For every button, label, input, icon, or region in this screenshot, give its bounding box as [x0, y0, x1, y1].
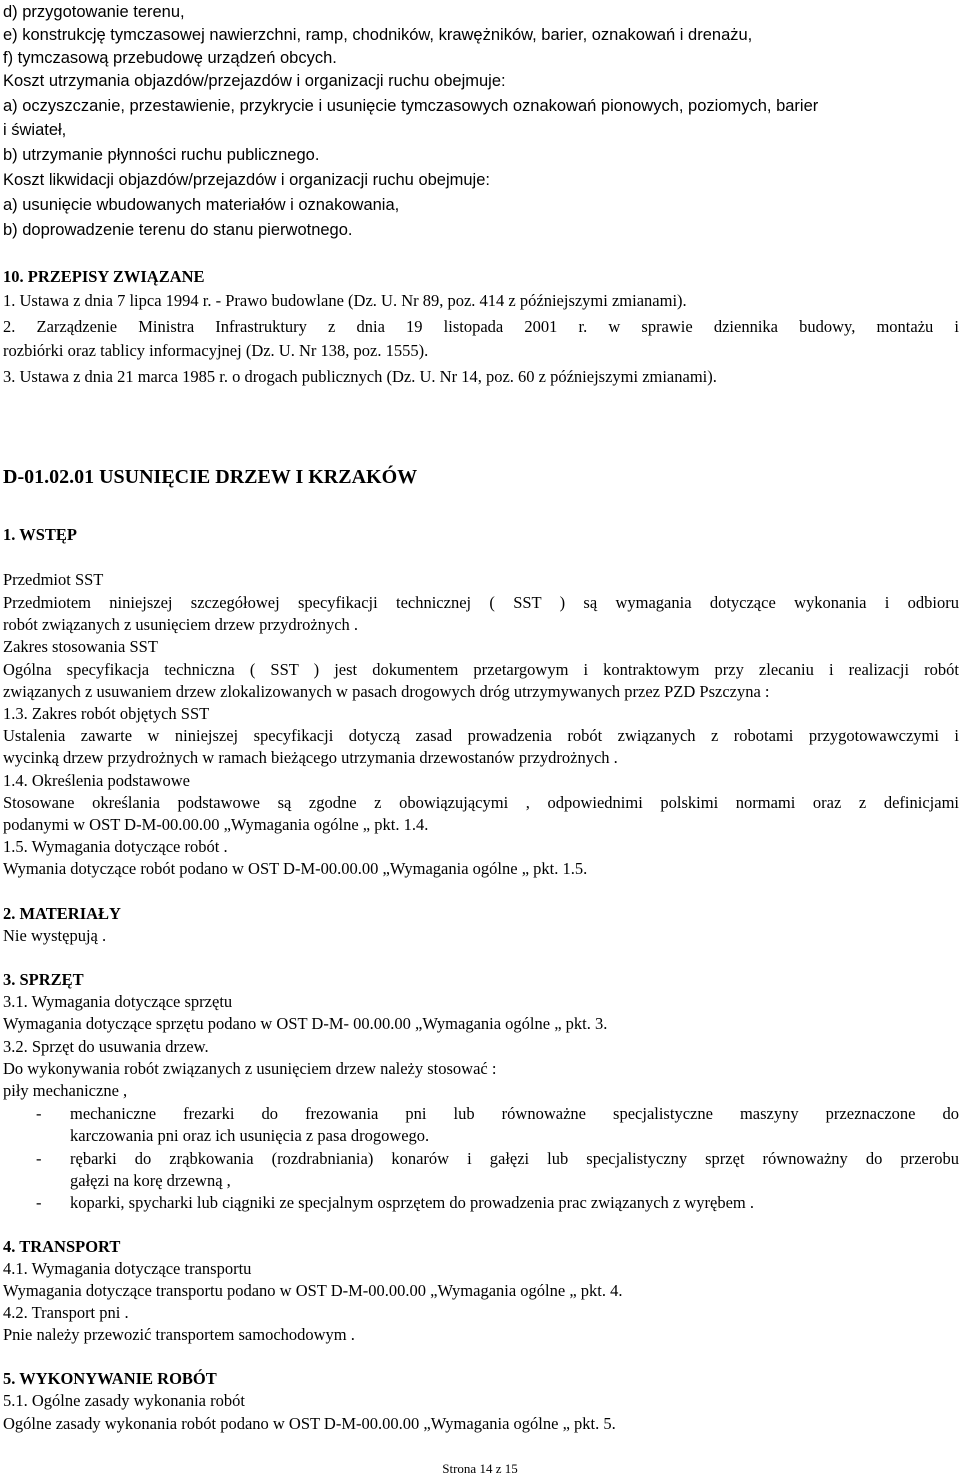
- list-bullet: -: [36, 1104, 42, 1123]
- paragraph-line: Przedmiotem niniejszej szczegółowej specyfikacji technicznej ( SST ) są wymagania dotyczące wykonania i odbioru: [3, 593, 959, 612]
- paragraph-line: Pnie należy przewozić transportem samochodowym .: [3, 1325, 355, 1344]
- list-item: b) utrzymanie płynności ruchu publicznego.: [3, 146, 320, 164]
- paragraph-intro: Koszt likwidacji objazdów/przejazdów i organizacji ruchu obejmuje:: [3, 171, 490, 189]
- list-bullet: -: [36, 1149, 42, 1168]
- subsection-label: Przedmiot SST: [3, 570, 104, 589]
- list-item: mechaniczne frezarki do frezowania pni lub równoważne specjalistyczne maszyny przeznaczone do: [70, 1104, 959, 1123]
- paragraph-line: podanymi w OST D-M-00.00.00 „Wymagania ogólne „ pkt. 1.4.: [3, 815, 429, 834]
- section-heading: 2. MATERIAŁY: [3, 904, 121, 923]
- subsection-label: 4.2. Transport pni .: [3, 1303, 129, 1322]
- list-item: d) przygotowanie terenu,: [3, 3, 185, 21]
- paragraph-intro: Koszt utrzymania objazdów/przejazdów i organizacji ruchu obejmuje:: [3, 72, 506, 90]
- paragraph-line: Wymania dotyczące robót podano w OST D-M-00.00.00 „Wymagania ogólne „ pkt. 1.5.: [3, 859, 588, 878]
- list-item: a) oczyszczanie, przestawienie, przykrycie i usunięcie tymczasowych oznakowań pionowych, poziomych, barier: [3, 97, 819, 115]
- list-item: rębarki do zrąbkowania (rozdrabniania) konarów i gałęzi lub specjalistyczny sprzęt równoważny do przerobu: [70, 1149, 959, 1168]
- section-heading: 1. WSTĘP: [3, 525, 77, 544]
- list-item: 2. Zarządzenie Ministra Infrastruktury z dnia 19 listopada 2001 r. w sprawie dziennika budowy, montażu i: [3, 317, 959, 336]
- list-item: b) doprowadzenie terenu do stanu pierwotnego.: [3, 221, 353, 239]
- list-item: koparki, spycharki lub ciągniki ze specjalnym osprzętem do prowadzenia prac związanych z wyrębem .: [70, 1193, 755, 1212]
- list-item: 3. Ustawa z dnia 21 marca 1985 r. o drogach publicznych (Dz. U. Nr 14, poz. 60 z późniejszymi zmianami).: [3, 367, 717, 386]
- paragraph-line: związanych z usuwaniem drzew zlokalizowanych w pasach drogowych dróg utrzymywanych przez PZD Pszczyna :: [3, 682, 770, 701]
- document-title: D-01.02.01 USUNIĘCIE DRZEW I KRZAKÓW: [3, 466, 418, 488]
- section-heading: 10. PRZEPISY ZWIĄZANE: [3, 267, 205, 286]
- subsection-label: Zakres stosowania SST: [3, 637, 158, 656]
- list-item-continuation: rozbiórki oraz tablicy informacyjnej (Dz. U. Nr 138, poz. 1555).: [3, 341, 429, 360]
- section-heading: 4. TRANSPORT: [3, 1237, 121, 1256]
- list-item: 1. Ustawa z dnia 7 lipca 1994 r. - Prawo budowlane (Dz. U. Nr 89, poz. 414 z późniejszymi zmianami).: [3, 291, 687, 310]
- paragraph-line: Wymagania dotyczące transportu podano w OST D-M-00.00.00 „Wymagania ogólne „ pkt. 4.: [3, 1281, 623, 1300]
- paragraph-line: Ogólne zasady wykonania robót podano w OST D-M-00.00.00 „Wymagania ogólne „ pkt. 5.: [3, 1414, 616, 1433]
- list-item: f) tymczasową przebudowę urządzeń obcych.: [3, 49, 337, 67]
- subsection-label: 1.5. Wymagania dotyczące robót .: [3, 837, 228, 856]
- paragraph-line: robót związanych z usunięciem drzew przydrożnych .: [3, 615, 359, 634]
- paragraph-line: Wymagania dotyczące sprzętu podano w OST D-M- 00.00.00 „Wymagania ogólne „ pkt. 3.: [3, 1014, 608, 1033]
- paragraph-line: Do wykonywania robót związanych z usunięciem drzew należy stosować :: [3, 1059, 497, 1078]
- list-item-continuation: gałęzi na korę drzewną ,: [70, 1171, 231, 1190]
- paragraph-line: Stosowane określania podstawowe są zgodne z obowiązującymi , odpowiednimi polskimi normami oraz z definicjami: [3, 793, 959, 812]
- page-number: Strona 14 z 15: [442, 1461, 518, 1476]
- paragraph-line: Ustalenia zawarte w niniejszej specyfikacji dotyczą zasad prowadzenia robót związanych z robotami przygotowawczymi i: [3, 726, 959, 745]
- subsection-label: 4.1. Wymagania dotyczące transportu: [3, 1259, 252, 1278]
- list-bullet: -: [36, 1193, 42, 1212]
- list-item-continuation: karczowania pni oraz ich usunięcia z pasa drogowego.: [70, 1126, 430, 1145]
- section-heading: 3. SPRZĘT: [3, 970, 84, 989]
- list-item-continuation: i świateł,: [3, 121, 67, 139]
- list-item: a) usunięcie wbudowanych materiałów i oznakowania,: [3, 196, 400, 214]
- subsection-label: 5.1. Ogólne zasady wykonania robót: [3, 1391, 245, 1410]
- subsection-label: 1.4. Określenia podstawowe: [3, 771, 190, 790]
- list-item: e) konstrukcję tymczasowej nawierzchni, ramp, chodników, krawężników, barier, oznakowań i drenażu,: [3, 26, 753, 44]
- subsection-label: 3.1. Wymagania dotyczące sprzętu: [3, 992, 233, 1011]
- subsection-label: 1.3. Zakres robót objętych SST: [3, 704, 210, 723]
- subsection-label: 3.2. Sprzęt do usuwania drzew.: [3, 1037, 209, 1056]
- paragraph-line: wycinką drzew przydrożnych w ramach bieżącego utrzymania drzewostanów przydrożnych .: [3, 748, 618, 767]
- paragraph-line: piły mechaniczne ,: [3, 1081, 128, 1100]
- paragraph-line: Nie występują .: [3, 926, 107, 945]
- paragraph-line: Ogólna specyfikacja techniczna ( SST ) jest dokumentem przetargowym i kontraktowym przy zlecaniu i realizacji robót: [3, 660, 959, 679]
- section-heading: 5. WYKONYWANIE ROBÓT: [3, 1369, 217, 1388]
